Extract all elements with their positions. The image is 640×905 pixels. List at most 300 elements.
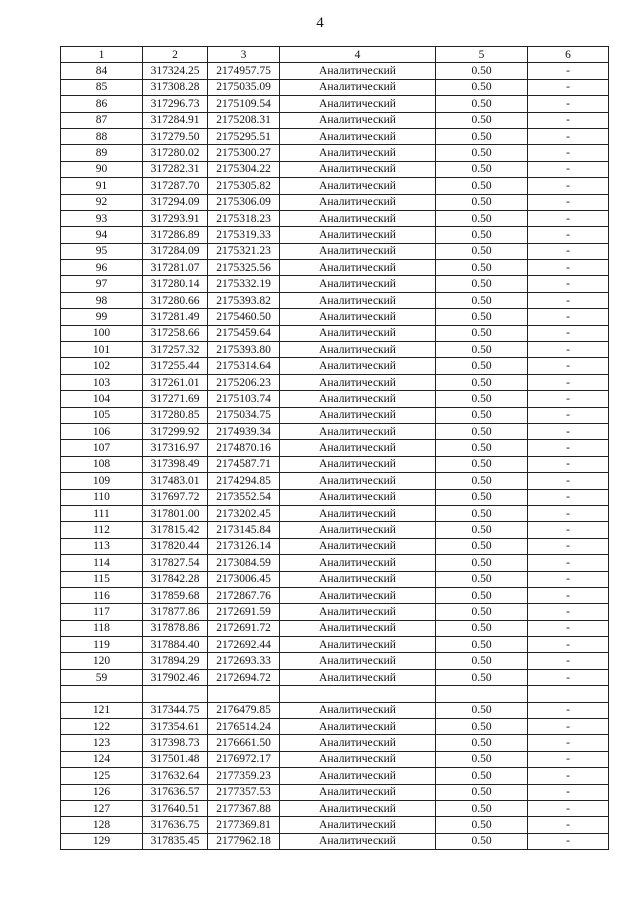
- table-cell: -: [528, 555, 609, 571]
- table-cell: 0.50: [436, 833, 528, 849]
- table-cell: -: [528, 79, 609, 95]
- table-cell: -: [528, 538, 609, 554]
- table-cell: 0.50: [436, 473, 528, 489]
- table-cell: 317286.89: [143, 227, 208, 243]
- table-row: [61, 145, 609, 161]
- table-cell: -: [528, 342, 609, 358]
- table-cell: 317257.32: [143, 342, 208, 358]
- table-cell: 2172691.72: [208, 620, 280, 636]
- table-cell: -: [528, 637, 609, 653]
- table-row: [61, 751, 609, 767]
- table-cell: Аналитический: [280, 96, 436, 112]
- table-cell: 317820.44: [143, 538, 208, 554]
- table-cell: 2175109.54: [208, 96, 280, 112]
- table-cell: 0.50: [436, 63, 528, 79]
- table-row: [61, 735, 609, 751]
- table-cell: 2175314.64: [208, 358, 280, 374]
- table-row: [61, 784, 609, 800]
- table-cell: 0.50: [436, 620, 528, 636]
- table-cell: 95: [61, 243, 143, 259]
- table-cell: -: [528, 489, 609, 505]
- table-cell: [208, 686, 280, 702]
- table-cell: 317280.14: [143, 276, 208, 292]
- table-cell: 88: [61, 128, 143, 144]
- table-cell: Аналитический: [280, 227, 436, 243]
- table-cell: Аналитический: [280, 538, 436, 554]
- table-cell: 0.50: [436, 407, 528, 423]
- table-cell: 98: [61, 292, 143, 308]
- table-cell: 317284.09: [143, 243, 208, 259]
- table-cell: Аналитический: [280, 391, 436, 407]
- table-cell: 0.50: [436, 145, 528, 161]
- table-cell: 2177357.53: [208, 784, 280, 800]
- table-cell: 108: [61, 456, 143, 472]
- table-cell: 0.50: [436, 309, 528, 325]
- table-cell: -: [528, 751, 609, 767]
- table-cell: 105: [61, 407, 143, 423]
- table-cell: 317398.73: [143, 735, 208, 751]
- table-cell: Аналитический: [280, 587, 436, 603]
- table-cell: 0.50: [436, 79, 528, 95]
- table-cell: Аналитический: [280, 260, 436, 276]
- table-cell: -: [528, 653, 609, 669]
- table-cell: 317287.70: [143, 178, 208, 194]
- table-row: [61, 505, 609, 521]
- table-cell: 317261.01: [143, 374, 208, 390]
- table-cell: 122: [61, 719, 143, 735]
- table-row: [61, 243, 609, 259]
- table-cell: -: [528, 227, 609, 243]
- table-cell: 87: [61, 112, 143, 128]
- table-cell: -: [528, 128, 609, 144]
- table-cell: 2175035.09: [208, 79, 280, 95]
- table-cell: Аналитический: [280, 194, 436, 210]
- table-cell: Аналитический: [280, 604, 436, 620]
- table-cell: 104: [61, 391, 143, 407]
- table-cell: 0.50: [436, 489, 528, 505]
- table-cell: 2172693.33: [208, 653, 280, 669]
- table-cell: 2175306.09: [208, 194, 280, 210]
- table-cell: 2175393.82: [208, 292, 280, 308]
- table-cell: 107: [61, 440, 143, 456]
- table-cell: 86: [61, 96, 143, 112]
- table-cell: 317483.01: [143, 473, 208, 489]
- table-cell: 126: [61, 784, 143, 800]
- table-cell: 127: [61, 800, 143, 816]
- table-cell: 317815.42: [143, 522, 208, 538]
- table-cell: 0.50: [436, 784, 528, 800]
- table-cell: Аналитический: [280, 342, 436, 358]
- table-cell: -: [528, 473, 609, 489]
- header-cell: 5: [436, 47, 528, 63]
- table-cell: 317501.48: [143, 751, 208, 767]
- table-row: [61, 342, 609, 358]
- table-cell: -: [528, 702, 609, 718]
- table-cell: Аналитический: [280, 358, 436, 374]
- table-cell: 0.50: [436, 653, 528, 669]
- table-cell: -: [528, 96, 609, 112]
- table-cell: -: [528, 817, 609, 833]
- table-cell: 0.50: [436, 325, 528, 341]
- table-cell: Аналитический: [280, 374, 436, 390]
- table-cell: -: [528, 735, 609, 751]
- table-row: [61, 178, 609, 194]
- table-row: [61, 374, 609, 390]
- table-row: [61, 440, 609, 456]
- table-cell: Аналитический: [280, 309, 436, 325]
- table-cell: 0.50: [436, 194, 528, 210]
- table-cell: 317894.29: [143, 653, 208, 669]
- table-row: [61, 522, 609, 538]
- table-cell: -: [528, 63, 609, 79]
- table-row: [61, 571, 609, 587]
- table-cell: -: [528, 194, 609, 210]
- table-cell: 317316.97: [143, 440, 208, 456]
- table-cell: 99: [61, 309, 143, 325]
- table-cell: 317801.00: [143, 505, 208, 521]
- table-cell: 97: [61, 276, 143, 292]
- table-cell: Аналитический: [280, 522, 436, 538]
- header-cell: 1: [61, 47, 143, 63]
- table-cell: 317632.64: [143, 768, 208, 784]
- table-cell: -: [528, 309, 609, 325]
- table-row: [61, 702, 609, 718]
- table-cell: 317281.49: [143, 309, 208, 325]
- table-cell: 2176479.85: [208, 702, 280, 718]
- table-cell: 317324.25: [143, 63, 208, 79]
- table-cell: 92: [61, 194, 143, 210]
- table-cell: 0.50: [436, 751, 528, 767]
- table-cell: 117: [61, 604, 143, 620]
- table-cell: -: [528, 833, 609, 849]
- table-cell: 317280.66: [143, 292, 208, 308]
- table-row: [61, 473, 609, 489]
- table-cell: 85: [61, 79, 143, 95]
- table-cell: 2173006.45: [208, 571, 280, 587]
- table-cell: 123: [61, 735, 143, 751]
- table-row: [61, 538, 609, 554]
- table-cell: 2175321.23: [208, 243, 280, 259]
- table-cell: 0.50: [436, 243, 528, 259]
- table-row: [61, 653, 609, 669]
- table-cell: -: [528, 260, 609, 276]
- table-cell: 125: [61, 768, 143, 784]
- table-cell: 2175300.27: [208, 145, 280, 161]
- table-cell: 2176972.17: [208, 751, 280, 767]
- table-row: [61, 227, 609, 243]
- table-cell: -: [528, 768, 609, 784]
- table-cell: [436, 686, 528, 702]
- table-cell: 114: [61, 555, 143, 571]
- table-cell: Аналитический: [280, 276, 436, 292]
- table-cell: 317344.75: [143, 702, 208, 718]
- table-cell: 0.50: [436, 800, 528, 816]
- table-cell: -: [528, 161, 609, 177]
- table-cell: Аналитический: [280, 571, 436, 587]
- table-cell: 0.50: [436, 522, 528, 538]
- table-cell: 112: [61, 522, 143, 538]
- table-cell: 317842.28: [143, 571, 208, 587]
- table-cell: 94: [61, 227, 143, 243]
- table-cell: 121: [61, 702, 143, 718]
- table-cell: 317255.44: [143, 358, 208, 374]
- table-cell: Аналитический: [280, 800, 436, 816]
- table-cell: Аналитический: [280, 653, 436, 669]
- table-cell: 2175034.75: [208, 407, 280, 423]
- table-cell: 2175459.64: [208, 325, 280, 341]
- table-cell: 93: [61, 210, 143, 226]
- table-cell: Аналитический: [280, 735, 436, 751]
- table-cell: 317280.85: [143, 407, 208, 423]
- table-row: [61, 309, 609, 325]
- table-cell: Аналитический: [280, 833, 436, 849]
- table-cell: 0.50: [436, 128, 528, 144]
- table-cell: 317281.07: [143, 260, 208, 276]
- table-cell: 2174957.75: [208, 63, 280, 79]
- table-row: [61, 391, 609, 407]
- table-cell: Аналитический: [280, 719, 436, 735]
- table-cell: Аналитический: [280, 161, 436, 177]
- table-cell: 317354.61: [143, 719, 208, 735]
- table-cell: 128: [61, 817, 143, 833]
- header-row: [61, 47, 609, 63]
- table-row: [61, 79, 609, 95]
- table-cell: 0.50: [436, 456, 528, 472]
- header-cell: 4: [280, 47, 436, 63]
- table-cell: 2173552.54: [208, 489, 280, 505]
- table-cell: 96: [61, 260, 143, 276]
- table-cell: -: [528, 210, 609, 226]
- table-cell: 317279.50: [143, 128, 208, 144]
- table-cell: 2175103.74: [208, 391, 280, 407]
- table-cell: -: [528, 391, 609, 407]
- table-cell: 124: [61, 751, 143, 767]
- table-cell: 0.50: [436, 571, 528, 587]
- table-cell: 0.50: [436, 358, 528, 374]
- table-cell: 317902.46: [143, 669, 208, 685]
- table-cell: 2177367.88: [208, 800, 280, 816]
- table-cell: 2173084.59: [208, 555, 280, 571]
- table-cell: 0.50: [436, 637, 528, 653]
- table-cell: -: [528, 358, 609, 374]
- table-cell: 109: [61, 473, 143, 489]
- table-cell: 2173145.84: [208, 522, 280, 538]
- table-row: [61, 620, 609, 636]
- table-cell: Аналитический: [280, 489, 436, 505]
- table-cell: -: [528, 243, 609, 259]
- table-cell: Аналитический: [280, 440, 436, 456]
- table-cell: 113: [61, 538, 143, 554]
- table-row: [61, 686, 609, 702]
- table-cell: -: [528, 440, 609, 456]
- table-cell: 2177369.81: [208, 817, 280, 833]
- table-cell: 115: [61, 571, 143, 587]
- table-row: [61, 669, 609, 685]
- table-cell: 2174294.85: [208, 473, 280, 489]
- table-cell: 2175325.56: [208, 260, 280, 276]
- table-row: [61, 128, 609, 144]
- table-cell: 317282.31: [143, 161, 208, 177]
- table-cell: 101: [61, 342, 143, 358]
- header-cell: 6: [528, 47, 609, 63]
- table-row: [61, 63, 609, 79]
- table-row: [61, 456, 609, 472]
- table-cell: 0.50: [436, 161, 528, 177]
- table-row: [61, 489, 609, 505]
- table-cell: Аналитический: [280, 292, 436, 308]
- table-cell: 317258.66: [143, 325, 208, 341]
- table-cell: 0.50: [436, 719, 528, 735]
- table-cell: 2172691.59: [208, 604, 280, 620]
- table-cell: 2175304.22: [208, 161, 280, 177]
- table-cell: 317636.75: [143, 817, 208, 833]
- table-cell: -: [528, 719, 609, 735]
- table-row: [61, 407, 609, 423]
- table-cell: 317859.68: [143, 587, 208, 603]
- table-row: [61, 800, 609, 816]
- table-cell: 2174587.71: [208, 456, 280, 472]
- table-cell: Аналитический: [280, 112, 436, 128]
- table-cell: 100: [61, 325, 143, 341]
- table-cell: 119: [61, 637, 143, 653]
- table-row: [61, 96, 609, 112]
- table-cell: 2176661.50: [208, 735, 280, 751]
- table-cell: 102: [61, 358, 143, 374]
- table-cell: 317398.49: [143, 456, 208, 472]
- table-cell: 110: [61, 489, 143, 505]
- table-cell: 2175460.50: [208, 309, 280, 325]
- table-cell: -: [528, 669, 609, 685]
- table-row: [61, 358, 609, 374]
- table-cell: 2175305.82: [208, 178, 280, 194]
- table-cell: 2177962.18: [208, 833, 280, 849]
- table-cell: Аналитический: [280, 817, 436, 833]
- table-cell: 317293.91: [143, 210, 208, 226]
- table-cell: 0.50: [436, 178, 528, 194]
- table-cell: 2172692.44: [208, 637, 280, 653]
- table-cell: -: [528, 178, 609, 194]
- table-cell: 118: [61, 620, 143, 636]
- header-cell: 2: [143, 47, 208, 63]
- table-cell: 91: [61, 178, 143, 194]
- table-cell: Аналитический: [280, 63, 436, 79]
- table-row: [61, 637, 609, 653]
- table-header: [61, 47, 609, 63]
- table-row: [61, 325, 609, 341]
- table-cell: -: [528, 571, 609, 587]
- table-cell: Аналитический: [280, 407, 436, 423]
- table-row: [61, 260, 609, 276]
- table-cell: 0.50: [436, 374, 528, 390]
- table-cell: 0.50: [436, 96, 528, 112]
- table-cell: Аналитический: [280, 423, 436, 439]
- table-cell: 0.50: [436, 604, 528, 620]
- table-cell: 0.50: [436, 423, 528, 439]
- table-cell: 120: [61, 653, 143, 669]
- table-cell: 0.50: [436, 440, 528, 456]
- table-cell: 2175332.19: [208, 276, 280, 292]
- table-cell: Аналитический: [280, 620, 436, 636]
- table-cell: -: [528, 423, 609, 439]
- table-cell: 0.50: [436, 735, 528, 751]
- table-cell: 116: [61, 587, 143, 603]
- table-cell: 0.50: [436, 702, 528, 718]
- table-cell: 2175295.51: [208, 128, 280, 144]
- table-cell: 2176514.24: [208, 719, 280, 735]
- table-row: [61, 587, 609, 603]
- table-cell: 317697.72: [143, 489, 208, 505]
- table-cell: 2175208.31: [208, 112, 280, 128]
- table-cell: -: [528, 604, 609, 620]
- table-cell: 317878.86: [143, 620, 208, 636]
- table-cell: Аналитический: [280, 473, 436, 489]
- table-cell: Аналитический: [280, 128, 436, 144]
- table-cell: 0.50: [436, 112, 528, 128]
- table-cell: 0.50: [436, 260, 528, 276]
- table-cell: 0.50: [436, 292, 528, 308]
- table-cell: -: [528, 276, 609, 292]
- table-cell: 317296.73: [143, 96, 208, 112]
- table-cell: -: [528, 587, 609, 603]
- table-cell: 2175319.33: [208, 227, 280, 243]
- table-cell: 2175206.23: [208, 374, 280, 390]
- table-cell: Аналитический: [280, 79, 436, 95]
- table-cell: [143, 686, 208, 702]
- table-row: [61, 833, 609, 849]
- table-cell: 317271.69: [143, 391, 208, 407]
- table-cell: 317299.92: [143, 423, 208, 439]
- table-cell: Аналитический: [280, 669, 436, 685]
- table-row: [61, 555, 609, 571]
- table-cell: 317280.02: [143, 145, 208, 161]
- table-cell: 2172694.72: [208, 669, 280, 685]
- table-row: [61, 423, 609, 439]
- table-row: [61, 768, 609, 784]
- table-cell: 0.50: [436, 669, 528, 685]
- table-cell: -: [528, 784, 609, 800]
- table-cell: 0.50: [436, 817, 528, 833]
- table-cell: Аналитический: [280, 210, 436, 226]
- table-cell: 106: [61, 423, 143, 439]
- table-cell: 317827.54: [143, 555, 208, 571]
- table-cell: 2173126.14: [208, 538, 280, 554]
- table-cell: 0.50: [436, 768, 528, 784]
- table-cell: Аналитический: [280, 456, 436, 472]
- table-cell: Аналитический: [280, 178, 436, 194]
- table-cell: [280, 686, 436, 702]
- table-cell: 111: [61, 505, 143, 521]
- table-cell: Аналитический: [280, 145, 436, 161]
- table-cell: 2175393.80: [208, 342, 280, 358]
- table-cell: -: [528, 145, 609, 161]
- table-cell: 317877.86: [143, 604, 208, 620]
- table-row: [61, 719, 609, 735]
- table-cell: 0.50: [436, 276, 528, 292]
- table-cell: Аналитический: [280, 505, 436, 521]
- table-cell: 317884.40: [143, 637, 208, 653]
- table-cell: 317308.28: [143, 79, 208, 95]
- table-cell: -: [528, 374, 609, 390]
- table-cell: 2174870.16: [208, 440, 280, 456]
- table-row: [61, 292, 609, 308]
- table-cell: -: [528, 292, 609, 308]
- table-cell: 0.50: [436, 587, 528, 603]
- table-cell: 317835.45: [143, 833, 208, 849]
- table-cell: -: [528, 456, 609, 472]
- table-cell: 2175318.23: [208, 210, 280, 226]
- table-cell: Аналитический: [280, 555, 436, 571]
- table-cell: 2173202.45: [208, 505, 280, 521]
